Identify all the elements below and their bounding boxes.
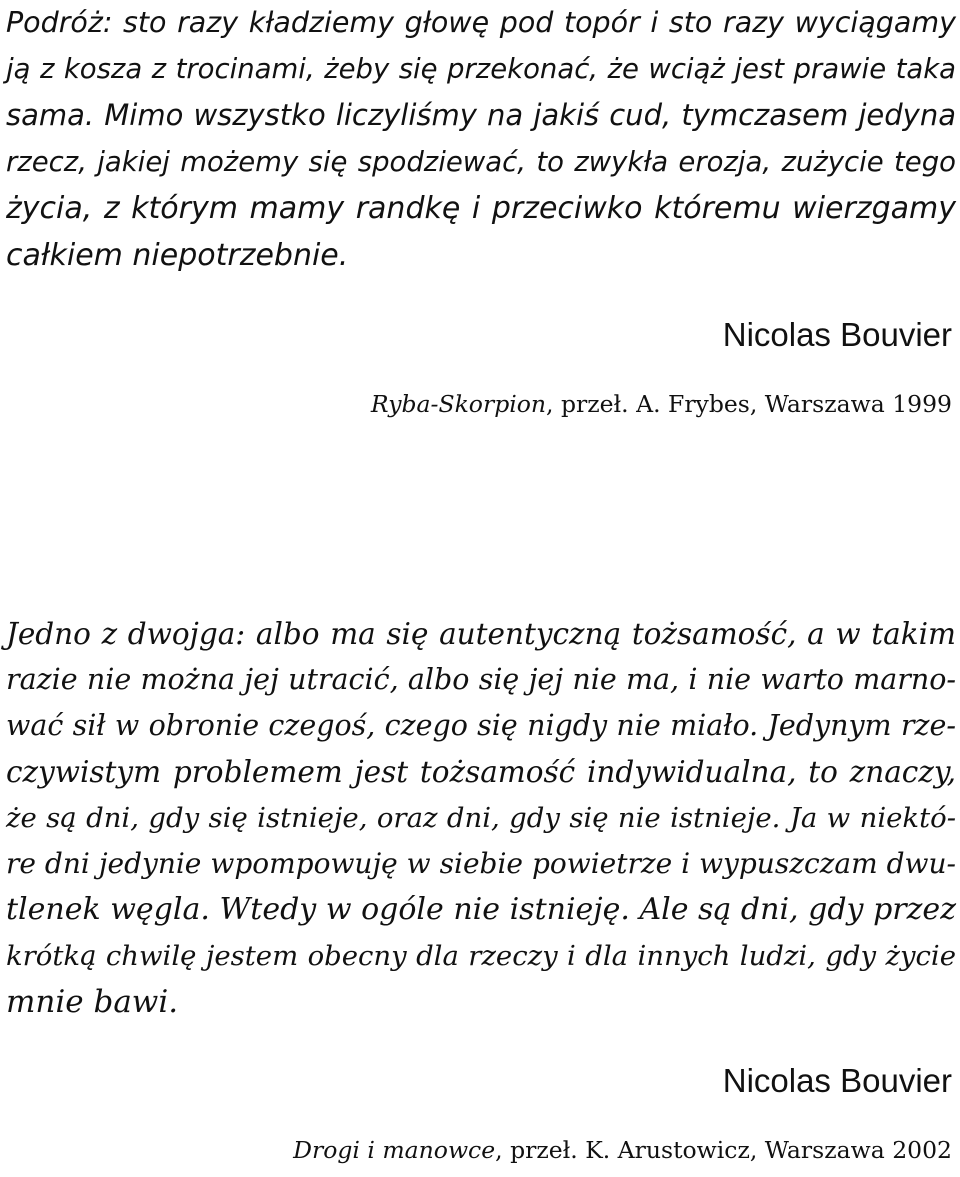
- quote-1-source-title: Ryba-Skorpion: [370, 390, 547, 418]
- quote-2-line: mnie bawi.: [6, 984, 179, 1020]
- quote-1-source-details: , przeł. A. Frybes, Warszawa 1999: [546, 390, 952, 418]
- quote-1-line: całkiem niepotrzebnie.: [6, 238, 349, 273]
- quote-2-line: tlenek węgla. Wtedy w ogóle nie istnieję. Ale są dni, gdy przez: [6, 892, 956, 927]
- quote-2-line: razie nie można jej utracić, albo się jej nie ma, i nie warto marno-: [6, 663, 956, 696]
- quote-2-line: krótką chwilę jestem obecny dla rzeczy i dla innych ludzi, gdy życie: [6, 940, 956, 972]
- quote-2-source-details: , przeł. K. Arustowicz, Warszawa 2002: [495, 1136, 952, 1164]
- quote-2-line: re dni jedynie wpompowuję w siebie powietrze i wypuszczam dwu-: [6, 847, 956, 880]
- quote-1-source: [371, 390, 952, 418]
- quote-1-author: Nicolas Bouvier: [722, 316, 952, 353]
- quote-2-source-title: Drogi i manowce: [293, 1136, 496, 1164]
- quote-2-source: [293, 1136, 952, 1164]
- quote-2-line: że są dni, gdy się istnieje, oraz dni, gdy się nie istnieje. Ja w niektó-: [6, 802, 956, 834]
- quote-2-line: wać sił w obronie czegoś, czego się nigdy nie miało. Jedynym rze-: [6, 709, 956, 742]
- quote-2-line: czywistym problemem jest tożsamość indywidualna, to znaczy,: [6, 755, 956, 789]
- quote-2-line: Jedno z dwojga: albo ma się autentyczną tożsamość, a w takim: [6, 617, 956, 651]
- quote-1-line: sama. Mimo wszystko liczyliśmy na jakiś cud, tymczasem jedyna: [6, 98, 956, 132]
- quote-1-line: ją z kosza z trocinami, żeby się przekonać, że wciąż jest prawie taka: [6, 53, 956, 85]
- quote-1-line: rzecz, jakiej możemy się spodziewać, to zwykła erozja, zużycie tego: [6, 146, 956, 178]
- quote-1-line: Podróż: sto razy kładziemy głowę pod topór i sto razy wyciągamy: [6, 6, 956, 39]
- quote-2-author: Nicolas Bouvier: [722, 1062, 952, 1099]
- quote-1-line: życia, z którym mamy randkę i przeciwko któremu wierzgamy: [6, 191, 956, 226]
